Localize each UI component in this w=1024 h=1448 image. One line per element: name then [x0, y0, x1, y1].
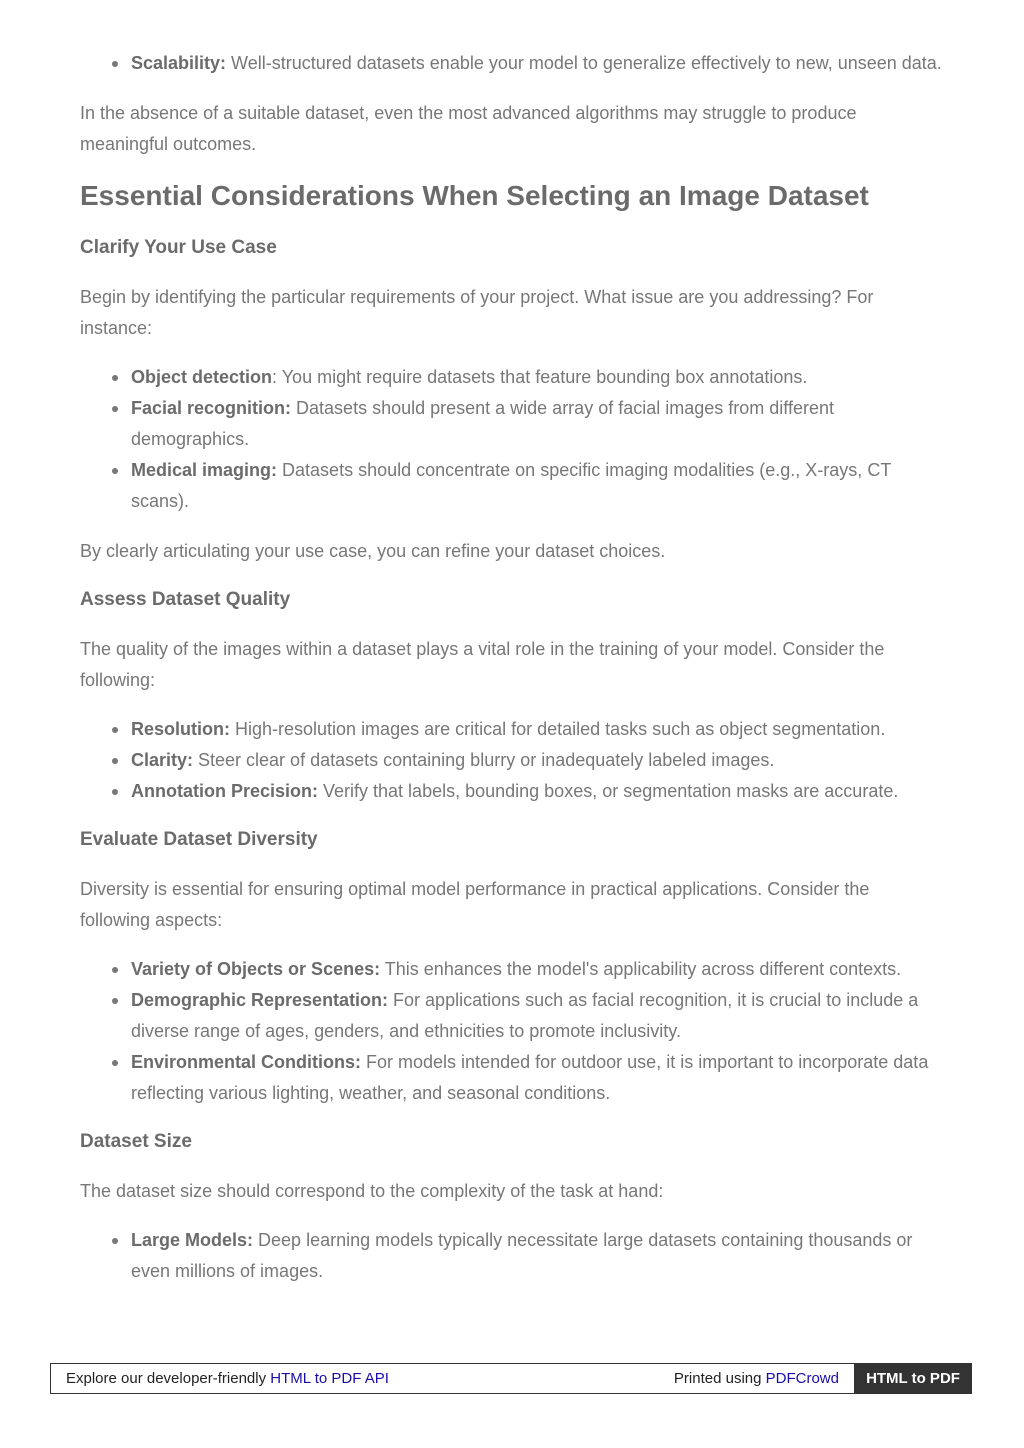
- list-item: [131, 985, 942, 1047]
- list-item-text: Steer clear of datasets containing blurry or inadequately labeled images.: [193, 750, 775, 770]
- list-item-term: Variety of Objects or Scenes:: [131, 959, 381, 979]
- subheading-quality: Assess Dataset Quality: [80, 589, 291, 610]
- list-item-text: Verify that labels, bounding boxes, or segmentation masks are accurate.: [318, 781, 899, 801]
- list-item-term: Clarity:: [131, 750, 194, 770]
- list-item: [131, 1047, 942, 1109]
- list-item-term: Environmental Conditions:: [131, 1052, 362, 1072]
- document-body: [80, 48, 942, 1287]
- list-item-text: For models intended for outdoor use, it is important to incorporate data reflecting various lighting, weather, and seasonal conditions.: [131, 1052, 929, 1103]
- list-item-term: Medical imaging:: [131, 460, 278, 480]
- section-heading: Essential Considerations When Selecting an Image Dataset: [80, 180, 869, 211]
- footer-explore: [66, 1370, 389, 1387]
- html-to-pdf-button[interactable]: HTML to PDF: [854, 1363, 972, 1394]
- list-item-text: For applications such as facial recognition, it is crucial to include a diverse range of ages, genders, and ethnicities to promote inclusivity.: [131, 990, 919, 1041]
- bullet-list-size: [80, 1225, 942, 1287]
- subheading-size: Dataset Size: [80, 1131, 192, 1152]
- list-item-text: This enhances the model's applicability across different contexts.: [380, 959, 902, 979]
- footer-printed: [674, 1370, 839, 1387]
- list-item: [131, 1225, 942, 1287]
- paragraph-absence: In the absence of a suitable dataset, even the most advanced algorithms may struggle to produce meaningful outcomes.: [80, 103, 857, 154]
- pdfcrowd-link[interactable]: PDFCrowd: [765, 1370, 839, 1387]
- list-item-term: Facial recognition:: [131, 398, 292, 418]
- bullet-list-diversity: [80, 954, 942, 1109]
- list-item-text: High-resolution images are critical for detailed tasks such as object segmentation.: [230, 719, 886, 739]
- list-item-text: Datasets should concentrate on specific imaging modalities (e.g., X-rays, CT scans).: [131, 460, 891, 511]
- paragraph-diversity-intro: Diversity is essential for ensuring optimal model performance in practical applications. Consider the following aspects:: [80, 879, 870, 930]
- list-item: [131, 776, 942, 807]
- list-item-term: Annotation Precision:: [131, 781, 319, 801]
- bullet-list-benefits: [80, 48, 942, 79]
- list-item: [131, 455, 942, 517]
- list-item: [131, 362, 942, 393]
- paragraph-use-case-outro: By clearly articulating your use case, you can refine your dataset choices.: [80, 541, 666, 561]
- footer-printed-text: Printed using: [673, 1370, 766, 1387]
- footer-explore-text: Explore our developer-friendly: [66, 1370, 271, 1387]
- list-item-text: Deep learning models typically necessitate large datasets containing thousands or even millions of images.: [131, 1230, 913, 1281]
- list-item-text: Datasets should present a wide array of facial images from different demographics.: [131, 398, 834, 449]
- list-item-text: Well-structured datasets enable your model to generalize effectively to new, unseen data.: [226, 53, 942, 73]
- bullet-list-use-case: [80, 362, 942, 517]
- subheading-diversity: Evaluate Dataset Diversity: [80, 829, 318, 850]
- list-item: [131, 745, 942, 776]
- subheading-use-case: Clarify Your Use Case: [80, 237, 277, 258]
- list-item-term: Resolution:: [131, 719, 230, 739]
- list-item-text: : You might require datasets that feature bounding box annotations.: [272, 367, 808, 387]
- list-item: [131, 393, 942, 455]
- list-item-term: Demographic Representation:: [131, 990, 389, 1010]
- list-item-term: Scalability:: [131, 53, 227, 73]
- paragraph-use-case-intro: Begin by identifying the particular requirements of your project. What issue are you addressing? For instance:: [80, 287, 874, 338]
- paragraph-quality-intro: The quality of the images within a dataset plays a vital role in the training of your model. Consider the following:: [80, 639, 885, 690]
- bullet-list-quality: [80, 714, 942, 807]
- list-item-term: Object detection: [131, 367, 273, 387]
- list-item: [131, 714, 942, 745]
- pdfcrowd-footer: [50, 1363, 972, 1394]
- list-item: [131, 954, 942, 985]
- html-to-pdf-api-link[interactable]: HTML to PDF API: [270, 1370, 389, 1387]
- paragraph-size-intro: The dataset size should correspond to the complexity of the task at hand:: [80, 1181, 664, 1201]
- list-item-term: Large Models:: [131, 1230, 254, 1250]
- list-item: [131, 48, 942, 79]
